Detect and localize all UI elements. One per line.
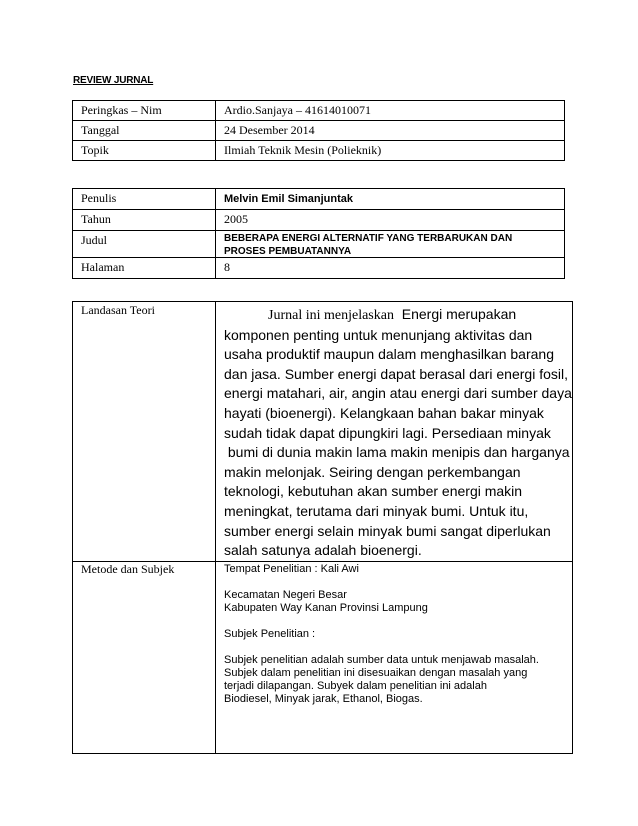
reviewer-info-table	[72, 100, 565, 161]
row-value: 24 Desember 2014	[216, 121, 565, 141]
table-row	[73, 302, 573, 562]
kabupaten: Kabupaten Way Kanan Provinsi Lampung	[224, 601, 428, 614]
landasan-label: Landasan Teori	[81, 303, 155, 317]
row-label: Tanggal	[73, 121, 216, 141]
table-row	[73, 141, 565, 161]
landasan-text	[224, 302, 572, 561]
row-label: Peringkas – Nim	[73, 101, 216, 121]
journal-info-table	[72, 188, 565, 279]
landasan-line: usaha produktif maupun dalam menghasilkan barang	[224, 346, 554, 363]
halaman-value: 8	[216, 258, 565, 279]
landasan-first-serif: Jurnal ini menjelaskan	[268, 308, 394, 323]
tahun-value: 2005	[216, 210, 565, 231]
landasan-line: komponen penting untuk menunjang aktivitas dan	[224, 326, 533, 343]
subjek-title: Subjek Penelitian :	[224, 627, 316, 640]
judul-line-1: BEBERAPA ENERGI ALTERNATIF YANG TERBARUKAN DAN	[224, 233, 513, 244]
table-row	[73, 121, 565, 141]
subjek-line: Biodiesel, Minyak jarak, Ethanol, Biogas.	[224, 692, 423, 705]
kecamatan: Kecamatan Negeri Besar	[224, 588, 347, 601]
subjek-line: Subjek dalam penelitian ini disesuaikan dengan masalah yang	[224, 666, 528, 679]
landasan-line: sudah tidak dapat dipungkiri lagi. Persediaan minyak	[224, 424, 551, 441]
document-title: REVIEW JURNAL	[73, 75, 154, 86]
landasan-line: hayati (bioenergi). Kelangkaan bahan bakar minyak	[224, 404, 544, 421]
table-row	[73, 231, 565, 258]
judul-label: Judul	[73, 231, 216, 258]
table-row	[73, 101, 565, 121]
metode-text	[224, 562, 572, 706]
landasan-line: meningkat, terutama dari minyak bumi. Untuk itu,	[224, 502, 529, 519]
row-label: Topik	[73, 141, 216, 161]
subjek-line: terjadi dilapangan. Subyek dalam penelitian ini adalah	[224, 679, 487, 692]
landasan-first-rest: Energi merupakan	[393, 306, 517, 322]
landasan-line: dan jasa. Sumber energi dapat berasal dari energi fosil,	[224, 365, 568, 382]
penulis-value: Melvin Emil Simanjuntak	[224, 193, 353, 205]
table-row	[73, 210, 565, 231]
content-table	[72, 301, 573, 754]
landasan-line: makin melonjak. Seiring dengan perkembangan	[224, 463, 521, 480]
landasan-line: energi matahari, air, angin atau energi dari sumber daya	[224, 385, 572, 402]
row-value: Ilmiah Teknik Mesin (Polieknik)	[216, 141, 565, 161]
table-row	[73, 561, 573, 753]
judul-line-2: PROSES PEMBUATANNYA	[224, 246, 352, 257]
metode-label: Metode dan Subjek	[81, 561, 175, 576]
table-row	[73, 189, 565, 210]
penulis-label: Penulis	[73, 189, 216, 210]
tempat-penelitian: Tempat Penelitian : Kali Awi	[224, 562, 359, 575]
subjek-line: Subjek penelitian adalah sumber data untuk menjawab masalah.	[224, 653, 539, 666]
landasan-line: salah satunya adalah bioenergi.	[224, 542, 422, 559]
landasan-line: teknologi, kebutuhan akan sumber energi makin	[224, 483, 523, 500]
row-value: Ardio.Sanjaya – 41614010071	[216, 101, 565, 121]
tahun-label: Tahun	[73, 210, 216, 231]
table-row	[73, 258, 565, 279]
landasan-line: sumber energi selain minyak bumi sangat diperlukan	[224, 522, 551, 539]
landasan-line: bumi di dunia makin lama makin menipis dan harganya	[224, 444, 570, 461]
halaman-label: Halaman	[73, 258, 216, 279]
